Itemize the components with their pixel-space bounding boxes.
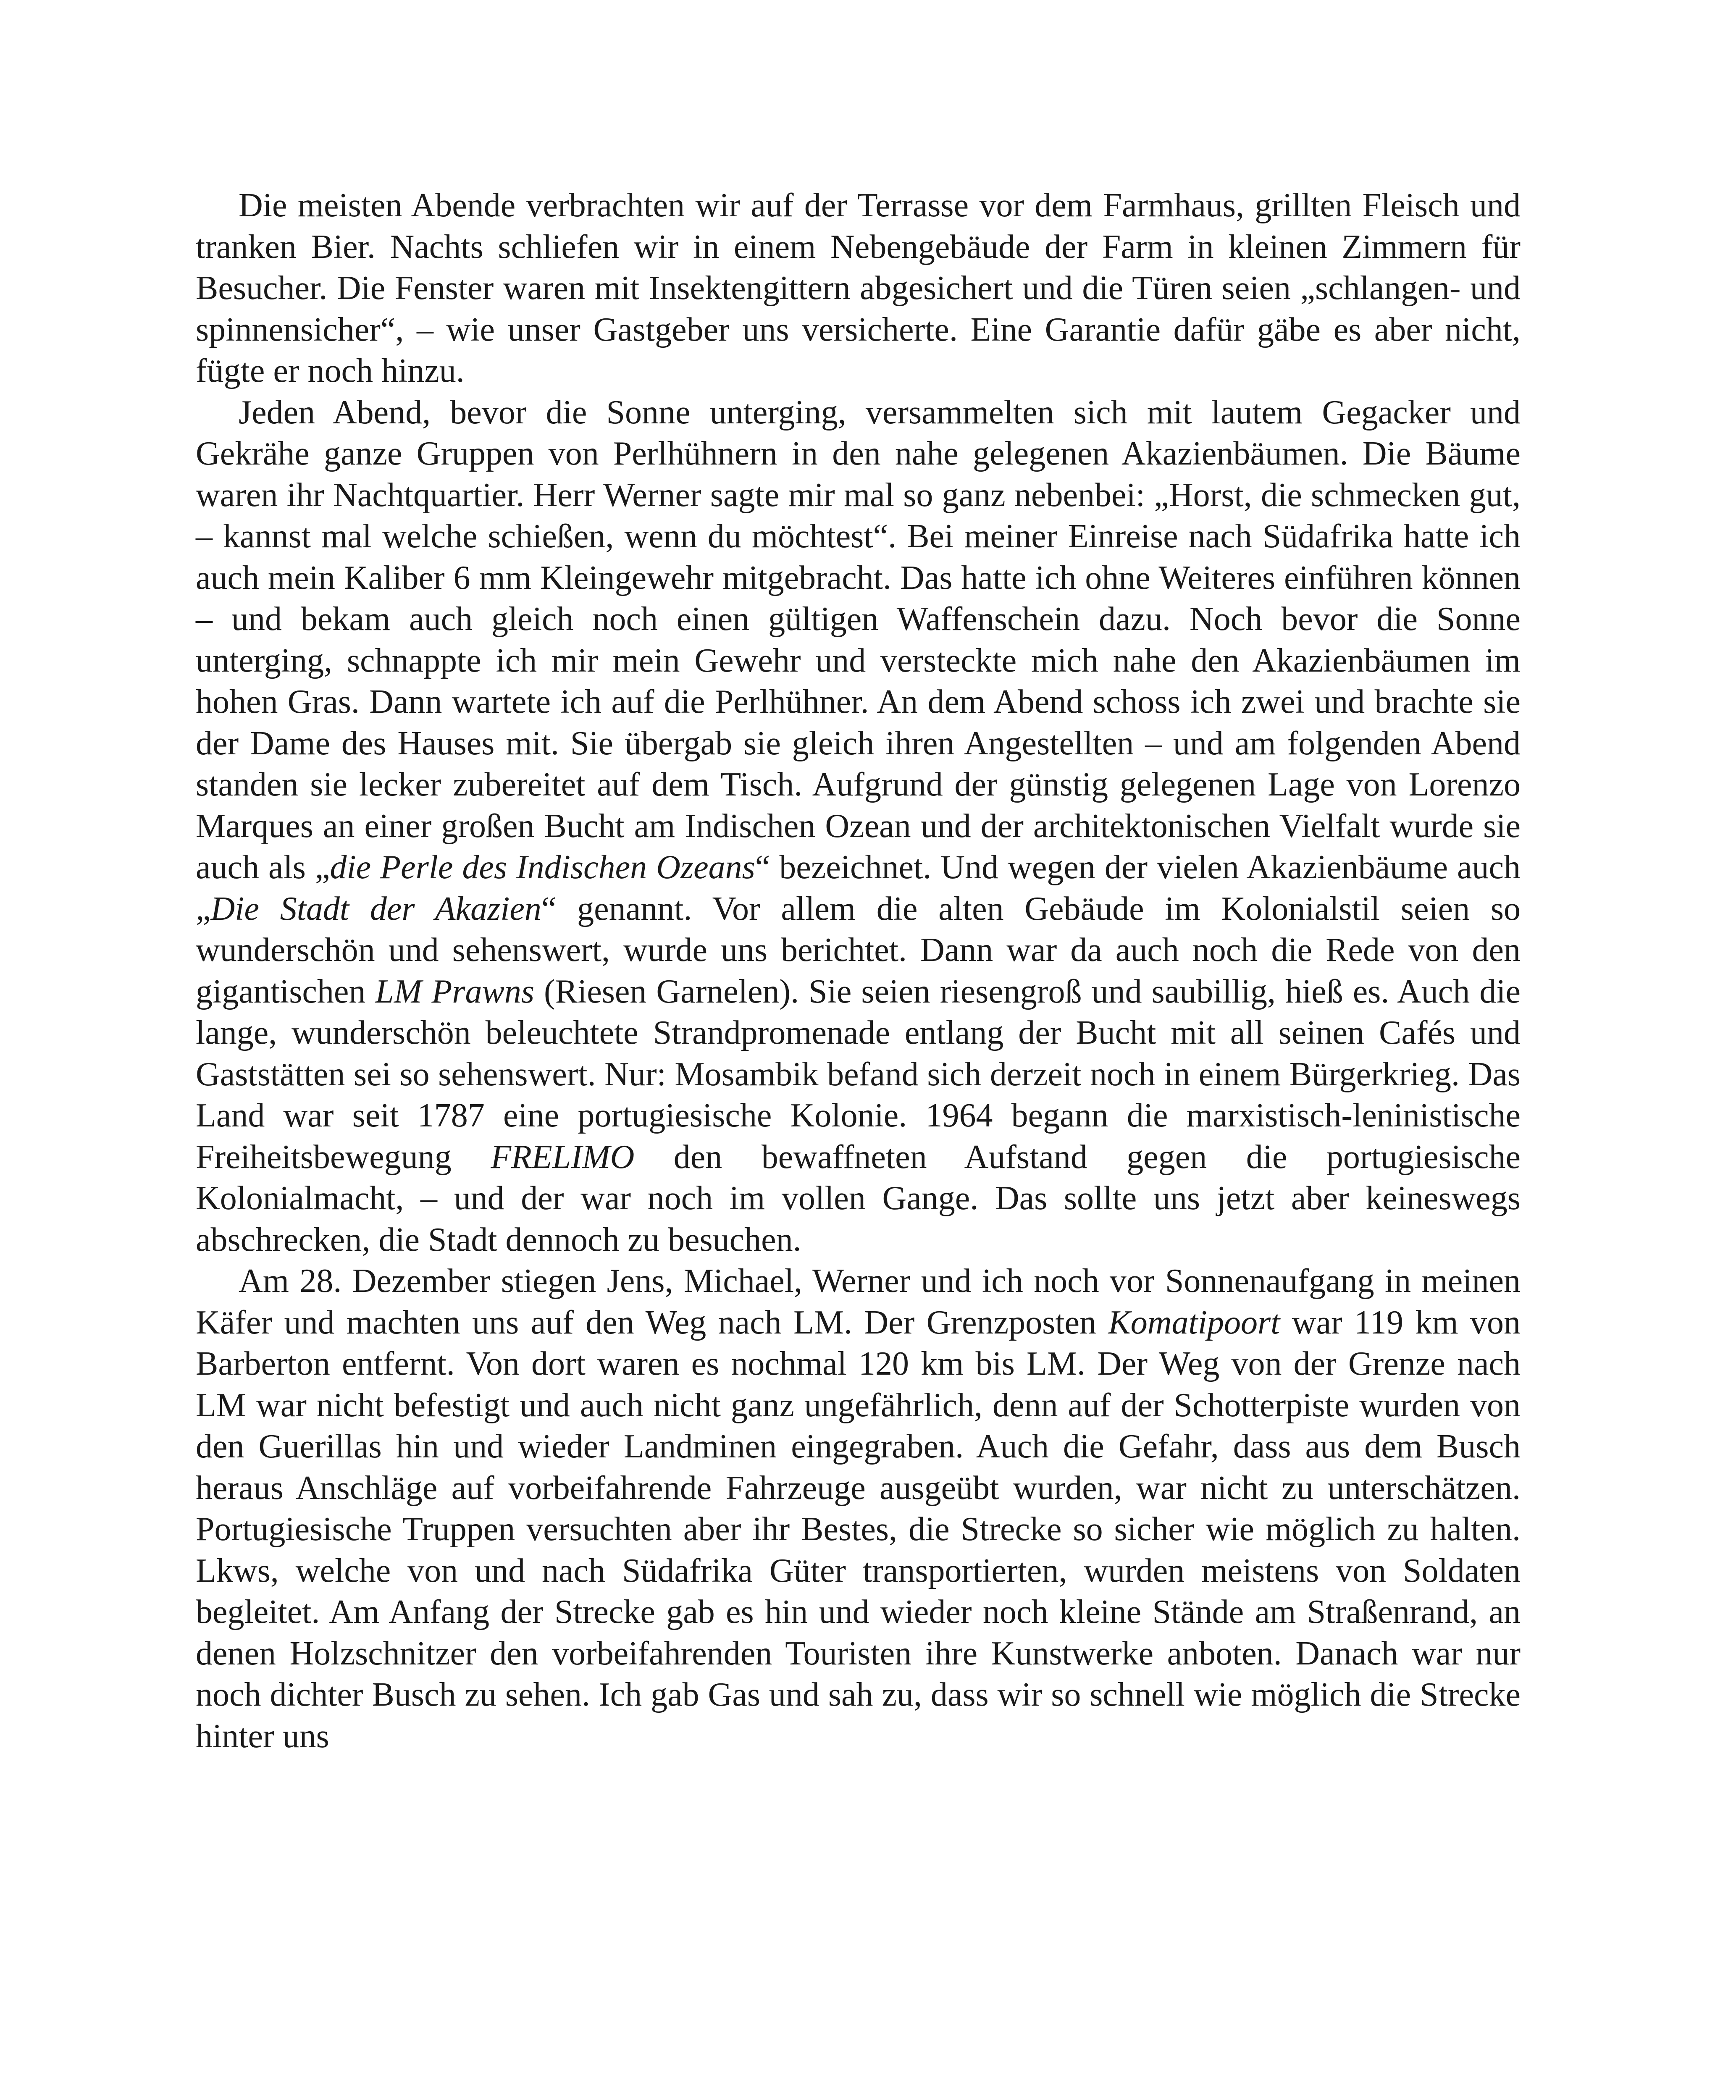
paragraph-2-italic-segment: FRELIMO — [491, 1138, 635, 1176]
body-text — [196, 185, 1521, 1757]
paragraph-2-segment: (Riesen Garnelen). Sie seien riesengroß und saubillig, hieß es. Auch die lange, wunderschön beleuchtete Strandpromenade entlang der Bucht mit all seinen Cafés und Gaststätten sei so sehenswert. Nur: Mosambik befand sich derzeit noch in einem Bürgerkrieg. Das Land war seit 1787 eine portugiesische Kolonie. 1964 begann die marxistisch-leninistische Freiheitsbewegung — [196, 973, 1521, 1176]
paragraph-1-text: Die meisten Abende verbrachten wir auf der Terrasse vor dem Farmhaus, grillten Fleisch und tranken Bier. Nachts schliefen wir in einem Nebengebäude der Farm in kleinen Zimmern für Besucher. Die Fenster waren mit Insektengittern abgesichert und die Türen seien „schlangen- und spinnensicher“, – wie unser Gastgeber uns versicherte. Eine Garantie dafür gäbe es aber nicht, fügte er noch hinzu. — [196, 187, 1521, 389]
paragraph-3 — [196, 1260, 1521, 1757]
paragraph-2-segment: “ genannt. Vor allem die alten Gebäude im Kolonialstil seien so wunderschön und sehenswert, wurde uns berichtet. Dann war da auch noch die Rede von den gigantischen — [196, 890, 1521, 1010]
paragraph-2 — [196, 392, 1521, 1261]
paragraph-2-italic-segment: die Perle des Indischen Ozeans — [330, 849, 755, 886]
paragraph-3-segment: war 119 km von Barberton entfernt. Von dort waren es nochmal 120 km bis LM. Der Weg von der Grenze nach LM war nicht befestigt und auch nicht ganz ungefährlich, denn auf der Schotterpiste wurden von den Guerillas hin und wieder Landminen eingegraben. Auch die Gefahr, dass aus dem Busch heraus Anschläge auf vorbeifahrende Fahrzeuge ausgeübt wurden, war nicht zu unterschätzen. Portugiesische Truppen versuchten aber ihr Bestes, die Strecke so sicher wie möglich zu halten. Lkws, welche von und nach Südafrika Güter transportierten, wurden meistens von Soldaten begleitet. Am Anfang der Strecke gab es hin und wieder noch kleine Stände am Straßenrand, an denen Holzschnitzer den vorbeifahrenden Touristen ihre Kunstwerke anboten. Danach war nur noch dichter Busch zu sehen. Ich gab Gas und sah zu, dass wir so schnell wie möglich die Strecke hinter uns — [196, 1304, 1521, 1755]
paragraph-3-segment: Am 28. Dezember stiegen Jens, Michael, Werner und ich noch vor Sonnenaufgang in meinen Käfer und machten uns auf den Weg nach LM. Der Grenzposten — [196, 1263, 1521, 1341]
paragraph-2-italic-segment: Die Stadt der Akazien — [210, 890, 541, 927]
paragraph-1 — [196, 185, 1521, 392]
paragraph-2-segment: Jeden Abend, bevor die Sonne unterging, versammelten sich mit lautem Gegacker und Gekrähe ganze Gruppen von Perlhühnern in den nahe gelegenen Akazienbäumen. Die Bäume waren ihr Nachtquartier. Herr Werner sagte mir mal so ganz nebenbei: „Horst, die schmecken gut, – kannst mal welche schießen, wenn du möchtest“. Bei meiner Einreise nach Südafrika hatte ich auch mein Kaliber 6 mm Kleingewehr mitgebracht. Das hatte ich ohne Weiteres einführen können – und bekam auch gleich noch einen gültigen Waffenschein dazu. Noch bevor die Sonne unterging, schnappte ich mir mein Gewehr und versteckte mich nahe den Akazienbäumen im hohen Gras. Dann wartete ich auf die Perlhühner. An dem Abend schoss ich zwei und brachte sie der Dame des Hauses mit. Sie übergab sie gleich ihren Angestellten – und am folgenden Abend standen sie lecker zubereitet auf dem Tisch. Aufgrund der günstig gelegenen Lage von Lorenzo Marques an einer großen Bucht am Indischen Ozean und der architektonischen Vielfalt wurde sie auch als „ — [196, 394, 1521, 886]
paragraph-2-italic-segment: LM Prawns — [375, 973, 534, 1010]
paragraph-2-segment: den bewaffneten Aufstand gegen die portugiesische Kolonialmacht, – und der war noch im vollen Gange. Das sollte uns jetzt aber keineswegs abschrecken, die Stadt dennoch zu besuchen. — [196, 1138, 1521, 1258]
paragraph-3-italic-segment: Komatipoort — [1108, 1304, 1280, 1341]
paragraph-2-segment: “ bezeichnet. Und wegen der vielen Akazienbäume auch „ — [196, 849, 1521, 927]
